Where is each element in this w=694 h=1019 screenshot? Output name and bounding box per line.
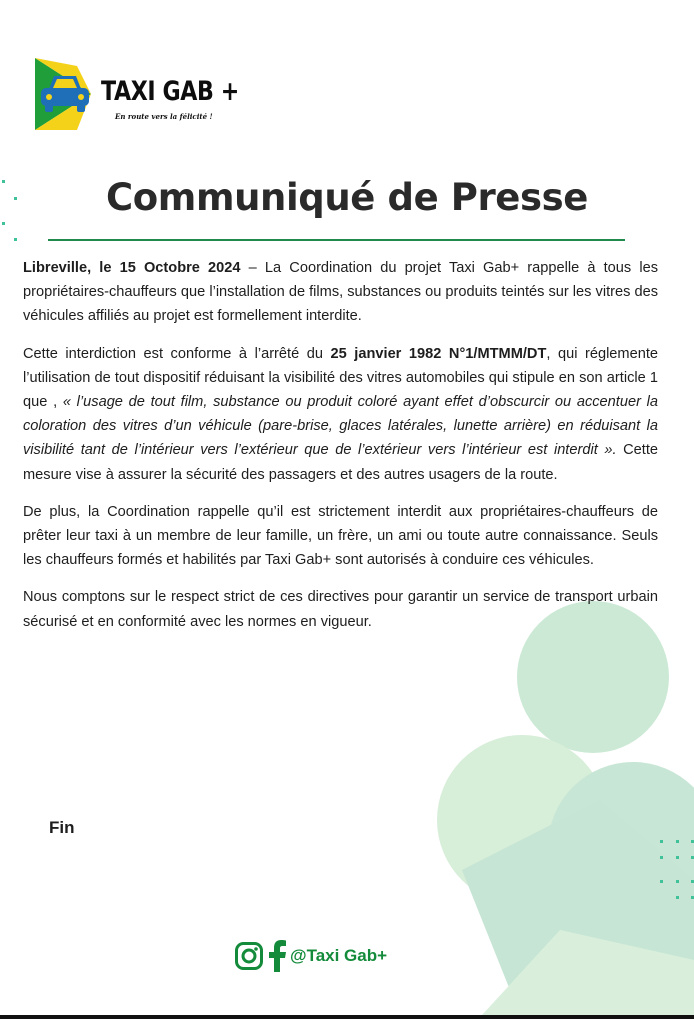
paragraph-1-text: – La Coordination du projet Taxi Gab+ rappelle à tous les propriétaires-chauffeurs que l’installation de films, substances ou produits teintés sur les vitres des véhicules affiliés au projet est formellement interdite.	[23, 260, 658, 325]
paragraph-2	[23, 342, 658, 487]
paragraph-1	[23, 256, 658, 329]
paragraph-2-intro: Cette interdiction est conforme à l’arrêté du	[23, 345, 331, 362]
paragraph-3: De plus, la Coordination rappelle qu’il est strictement interdit aux propriétaires-chauffeurs de prêter leur taxi à un membre de leur famille, un frère, un ami ou toute autre connaissance. Seuls les chauffeurs formés et habilités par Taxi Gab+ sont autorisés à conduire ces véhicules.	[23, 503, 658, 569]
social-footer[interactable]	[234, 940, 387, 972]
bottom-border	[0, 1015, 694, 1019]
taxi-car-icon	[35, 58, 101, 130]
decor-heart	[437, 735, 694, 1015]
social-handle[interactable]: @Taxi Gab+	[290, 946, 388, 965]
logo-wordmark: TAXI GAB +	[101, 76, 239, 107]
taxi-gab-logo	[35, 58, 265, 130]
title-divider	[48, 239, 625, 241]
paragraph-4: Nous comptons sur le respect strict de ces directives pour garantir un service de transport urbain sécurisé et en conformité avec les normes en vigueur.	[23, 589, 658, 630]
decree-reference: 25 janvier 1982 N°1/MTMM/DT	[330, 345, 547, 362]
press-release-body	[23, 256, 658, 647]
logo-tagline: En route vers la félicité !	[115, 112, 213, 121]
dateline: Libreville, le 15 Octobre 2024	[23, 260, 241, 276]
side-dot	[2, 222, 5, 225]
side-dot	[14, 238, 17, 241]
decree-quote: « l’usage de tout film, substance ou produit coloré ayant effet d’obscurcir ou accentuer la coloration des vitres d’un véhicule (pare-brise, glaces latérales, lunette arrière) en réduisant la visibilité tant de l’intérieur vers l’extérieur que de l’extérieur vers l’intérieur est interdit ».	[23, 394, 659, 459]
instagram-icon[interactable]	[234, 941, 264, 971]
closing-fin: Fin	[49, 818, 75, 837]
page-title: Communiqué de Presse	[106, 176, 588, 219]
paragraph-2-middle: , qui réglemente l’utilisation de tout dispositif réduisant la visibilité des vitres automobiles qui stipule en son article 1 que ,	[23, 345, 658, 411]
paragraph-2-outro: Cette mesure vise à assurer la sécurité des passagers et des autres usagers de la route.	[23, 442, 659, 483]
facebook-icon[interactable]	[268, 940, 288, 972]
